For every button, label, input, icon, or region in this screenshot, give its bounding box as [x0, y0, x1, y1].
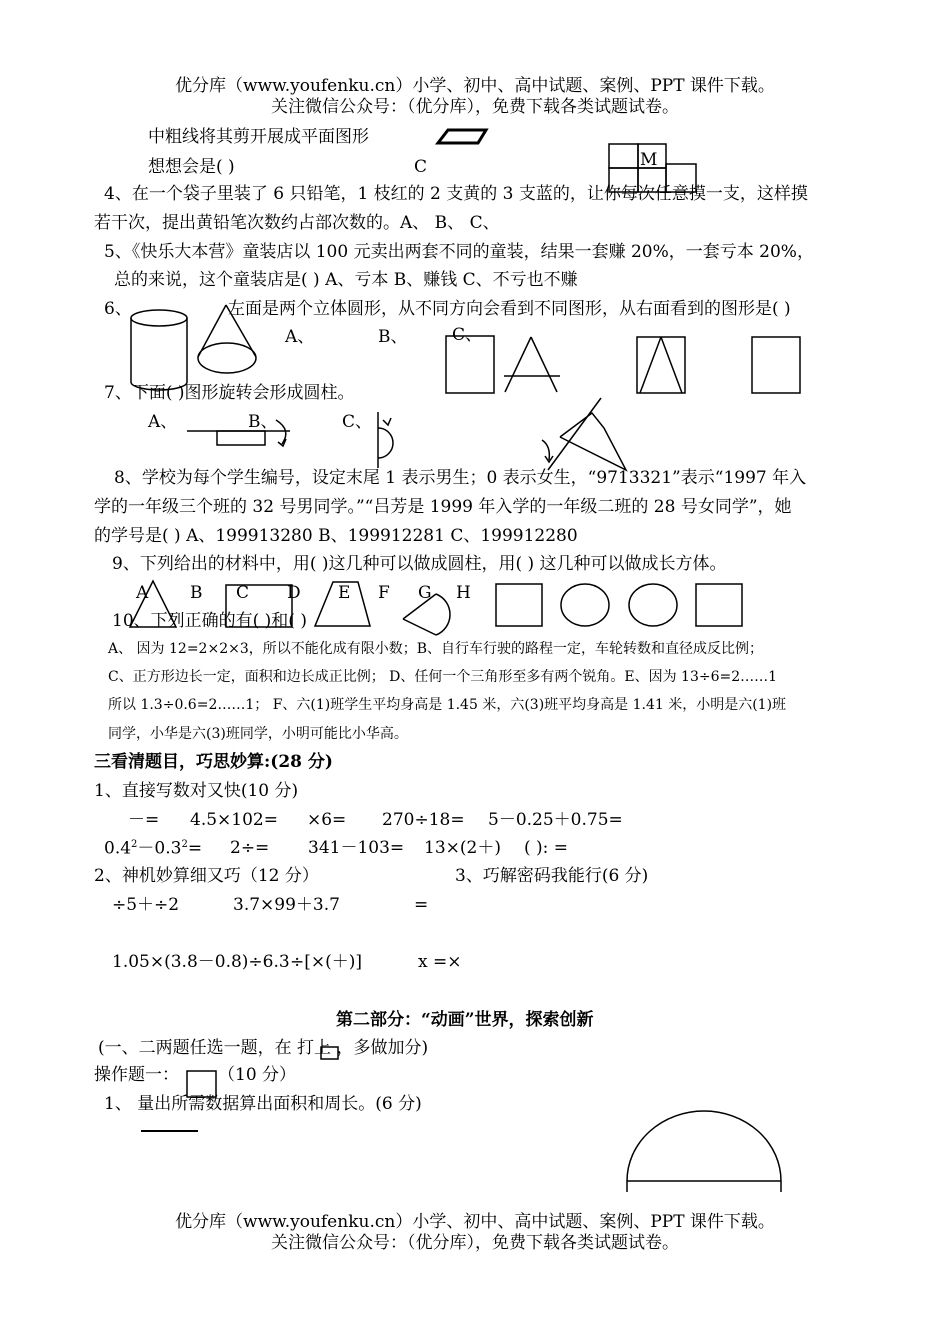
q9-label-g: G [418, 583, 432, 603]
q4-line-1: 4、在一个袋子里装了 6 只铅笔，1 枝红的 2 支黄的 3 支蓝的，让你每次任意摸一支，这样摸 [104, 184, 808, 204]
section3-sub2-title: 2、神机妙算细又巧（12 分） [94, 866, 319, 886]
section3-title: 三看清题目，巧思妙算:(28 分) [94, 752, 333, 772]
q9-square-2 [696, 584, 742, 626]
password-eq-1: = [414, 895, 429, 915]
q9-label-d: D [287, 583, 301, 603]
smart-calc-3: 1.05×(3.8－0.8)÷6.3 [112, 952, 290, 972]
q6-option-triangle [504, 337, 560, 392]
q7-option-b: B、 [248, 412, 278, 432]
part2-note: (一、二两题任选一题，在 打上 ，多做加分) [98, 1038, 429, 1058]
q9-circle-2 [629, 584, 677, 626]
q9-label-f: F [378, 583, 390, 603]
mental-calc-5: 5－0.25＋0.75= [488, 810, 623, 830]
q10-line-2: C、正方形边长一定，面积和边长成正比例； D、任何一个三角形至多有两个锐角。E、因为 13÷6=2……1 [108, 669, 778, 685]
footer-line-1: 优分库（www.youfenku.cn）小学、初中、高中试题、案例、PPT 课件下载。 [175, 1212, 775, 1232]
q6-number: 6、 [104, 299, 132, 319]
q6-option-rectangle [752, 337, 800, 393]
smart-calc-4: ÷[×(＋)] [290, 952, 363, 972]
footer-line-2: 关注微信公众号：（优分库），免费下载各类试题试卷。 [271, 1233, 679, 1253]
q5-line-2: 总的来说，这个童装店是( ) A、亏本 B、赚钱 C、不亏也不赚 [114, 270, 578, 290]
password-eq-2: x =× [418, 952, 462, 972]
q6-option-a: A、 [285, 327, 315, 347]
mental-calc-1: －= [128, 810, 160, 830]
q10-line-4: 同学，小华是六(3)班同学，小明可能比小华高。 [108, 726, 408, 742]
smart-calc-2: 3.7×99＋3.7 [233, 895, 340, 915]
q9-label-a: A [136, 583, 149, 603]
q9-square-1 [496, 584, 542, 626]
q10-line-3: 所以 1.3÷0.6=2……1； F、六(1)班学生平均身高是 1.45 米，六(3)班平均身高是 1.41 米，小明是六(1)班 [108, 697, 787, 713]
q3-option-c: C [414, 157, 428, 177]
q3-line-2: 想想会是( ) [148, 157, 235, 177]
section3-sub1-title: 1、直接写数对又快(10 分) [94, 781, 299, 801]
operation-q1: 1、 量出所需数据算出面积和周长。(6 分) [104, 1094, 422, 1114]
q7-option-c: C、 [342, 412, 373, 432]
mental-calc-8: 341－103= [308, 838, 405, 858]
q6-cylinder [131, 310, 187, 390]
q5-line-1: 5、《快乐大本营》童装店以 100 元卖出两套不同的童装，结果一套赚 20%，一套亏本 20%， [104, 242, 814, 262]
q7-option-a: A、 [148, 412, 178, 432]
q9-label-b: B [190, 583, 203, 603]
q8-line-2: 学的一年级三个班的 32 号男同学。”“吕芳是 1999 年入学的一年级二班的 28 号女同学”，她 [94, 497, 792, 517]
mental-calc-4: 270÷18= [382, 810, 465, 830]
q9-label-c: C [236, 583, 250, 603]
q6-option-b: B、 [378, 327, 408, 347]
q9-circle-1 [561, 584, 609, 626]
mental-calc-3: ×6= [307, 810, 347, 830]
mental-calc-10: ( ): = [524, 838, 569, 858]
smart-calc-1: ÷5＋÷2 [112, 895, 180, 915]
q6-text: 左面是两个立体圆形，从不同方向会看到不同图形，从右面看到的图形是( ) [228, 299, 791, 319]
q9-label-e: E [338, 583, 351, 603]
operation-title: 操作题一： [94, 1065, 179, 1085]
mental-calc-6: $0.4^2-0.3^2=$ [104, 838, 203, 859]
q7-text: 7、下面( )图形旋转会形成圆柱。 [104, 383, 355, 403]
q3-line-1: 中粗线将其剪开展成平面图形 [148, 127, 369, 147]
mental-calc-2: 4.5×102= [190, 810, 278, 830]
q3-grid-label: M [640, 150, 658, 170]
header-line-2: 关注微信公众号：（优分库），免费下载各类试题试卷。 [271, 97, 679, 117]
semicircle-figure [627, 1111, 781, 1192]
q7-right-figure [542, 398, 626, 470]
q7-option-c-figure [378, 412, 393, 468]
q4-line-2: 若干次，提出黄铅笔次数约占部次数的。A、 B、 C、 [94, 213, 500, 233]
header-line-1: 优分库（www.youfenku.cn）小学、初中、高中试题、案例、PPT 课件下载。 [175, 76, 775, 96]
q8-line-1: 8、学校为每个学生编号，设定末尾 1 表示男生；0 表示女生，“9713321”表示“1997 年入 [114, 468, 807, 488]
q3-parallelogram [438, 130, 486, 143]
q10-line-1: A、 因为 12=2×2×3，所以不能化成有限小数；B、自行车行驶的路程一定，车轮转数和直径成反比例； [108, 641, 764, 657]
q6-option-c: C、 [452, 325, 483, 345]
part2-title: 第二部分：“动画”世界，探索创新 [336, 1010, 594, 1030]
q9-text: 9、下列给出的材料中，用( )这几种可以做成圆柱，用( ) 这几种可以做成长方体。 [112, 554, 727, 574]
q9-label-h: H [456, 583, 471, 603]
q6-option-rect-triangle [637, 337, 685, 393]
mental-calc-7: 2÷= [230, 838, 270, 858]
operation-score: （10 分） [218, 1065, 297, 1085]
section3-sub3-title: 3、巧解密码我能行(6 分) [455, 866, 649, 886]
q10-title: 10、下列正确的有( )和( ) [112, 611, 307, 631]
q8-line-3: 的学号是( ) A、199913280 B、199912281 C、199912280 [94, 526, 578, 546]
mental-calc-9: 13×(2＋) [424, 838, 501, 858]
